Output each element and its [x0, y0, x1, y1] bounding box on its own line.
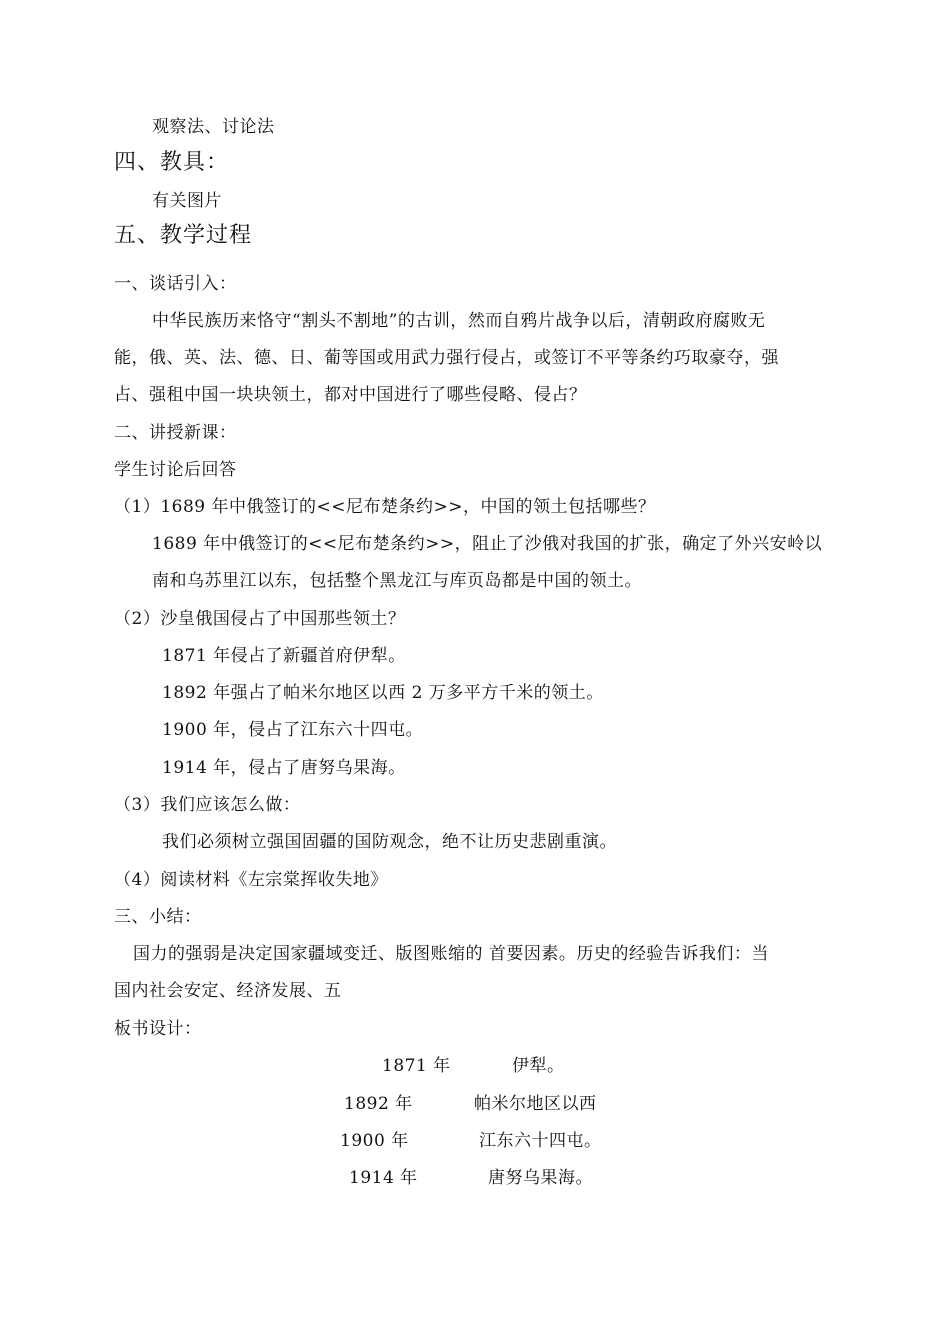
- board-event-1914: 唐努乌果海。: [488, 1168, 593, 1188]
- question-1: （1）1689 年中俄签订的<<尼布楚条约>>，中国的领土包括哪些？: [114, 497, 656, 517]
- summary-line-2: 国内社会安定、经济发展、五: [114, 981, 342, 1001]
- answer-1-line-1: 1689 年中俄签订的<<尼布楚条约>>，阻止了沙俄对我国的扩张，确定了外兴安岭以: [152, 534, 823, 554]
- answer-2-item-3: 1900 年，侵占了江东六十四屯。: [162, 720, 424, 740]
- intro-heading: 一、谈话引入：: [114, 274, 237, 294]
- question-2: （2）沙皇俄国侵占了中国那些领土？: [114, 609, 406, 629]
- tools-text: 有关图片: [152, 191, 222, 211]
- board-event-1892: 帕米尔地区以西: [474, 1094, 597, 1114]
- board-year-1914: 1914 年: [349, 1168, 418, 1188]
- section-5-heading: 五、教学过程: [114, 223, 253, 248]
- board-year-1892: 1892 年: [344, 1094, 413, 1114]
- section-4-heading: 四、教具：: [114, 150, 230, 175]
- new-lesson-heading: 二、讲授新课：: [114, 423, 237, 443]
- answer-2-item-1: 1871 年侵占了新疆首府伊犁。: [162, 646, 406, 666]
- question-3: （3）我们应该怎么做：: [114, 795, 301, 815]
- board-event-1900: 江东六十四屯。: [479, 1131, 602, 1151]
- intro-paragraph-line-1: 中华民族历来恪守“割头不割地”的古训，然而自鸦片战争以后，清朝政府腐败无: [152, 311, 766, 331]
- methods-text: 观察法、讨论法: [152, 117, 275, 137]
- board-event-1871: 伊犁。: [512, 1056, 565, 1076]
- board-design-heading: 板书设计：: [114, 1019, 202, 1039]
- answer-3: 我们必须树立强国固疆的国防观念，绝不让历史悲剧重演。: [162, 832, 617, 852]
- board-year-1871: 1871 年: [382, 1056, 451, 1076]
- board-year-1900: 1900 年: [340, 1131, 409, 1151]
- answer-1-line-2: 南和乌苏里江以东，包括整个黑龙江与库页岛都是中国的领土。: [152, 571, 642, 591]
- answer-2-item-2: 1892 年强占了帕米尔地区以西 2 万多平方千米的领土。: [162, 683, 604, 703]
- summary-heading: 三、小结：: [114, 907, 202, 927]
- summary-line-1: 国力的强弱是决定国家疆域变迁、版图账缩的 首要因素。历史的经验告诉我们：当: [133, 944, 769, 964]
- question-4: （4）阅读材料《左宗棠挥收失地》: [114, 870, 388, 890]
- intro-paragraph-line-2: 能，俄、英、法、德、日、葡等国或用武力强行侵占，或签订不平等条约巧取豪夺，强: [114, 348, 779, 368]
- discussion-text: 学生讨论后回答: [114, 460, 237, 480]
- answer-2-item-4: 1914 年，侵占了唐努乌果海。: [162, 758, 406, 778]
- intro-paragraph-line-3: 占、强租中国一块块领土，都对中国进行了哪些侵略、侵占？: [114, 385, 587, 405]
